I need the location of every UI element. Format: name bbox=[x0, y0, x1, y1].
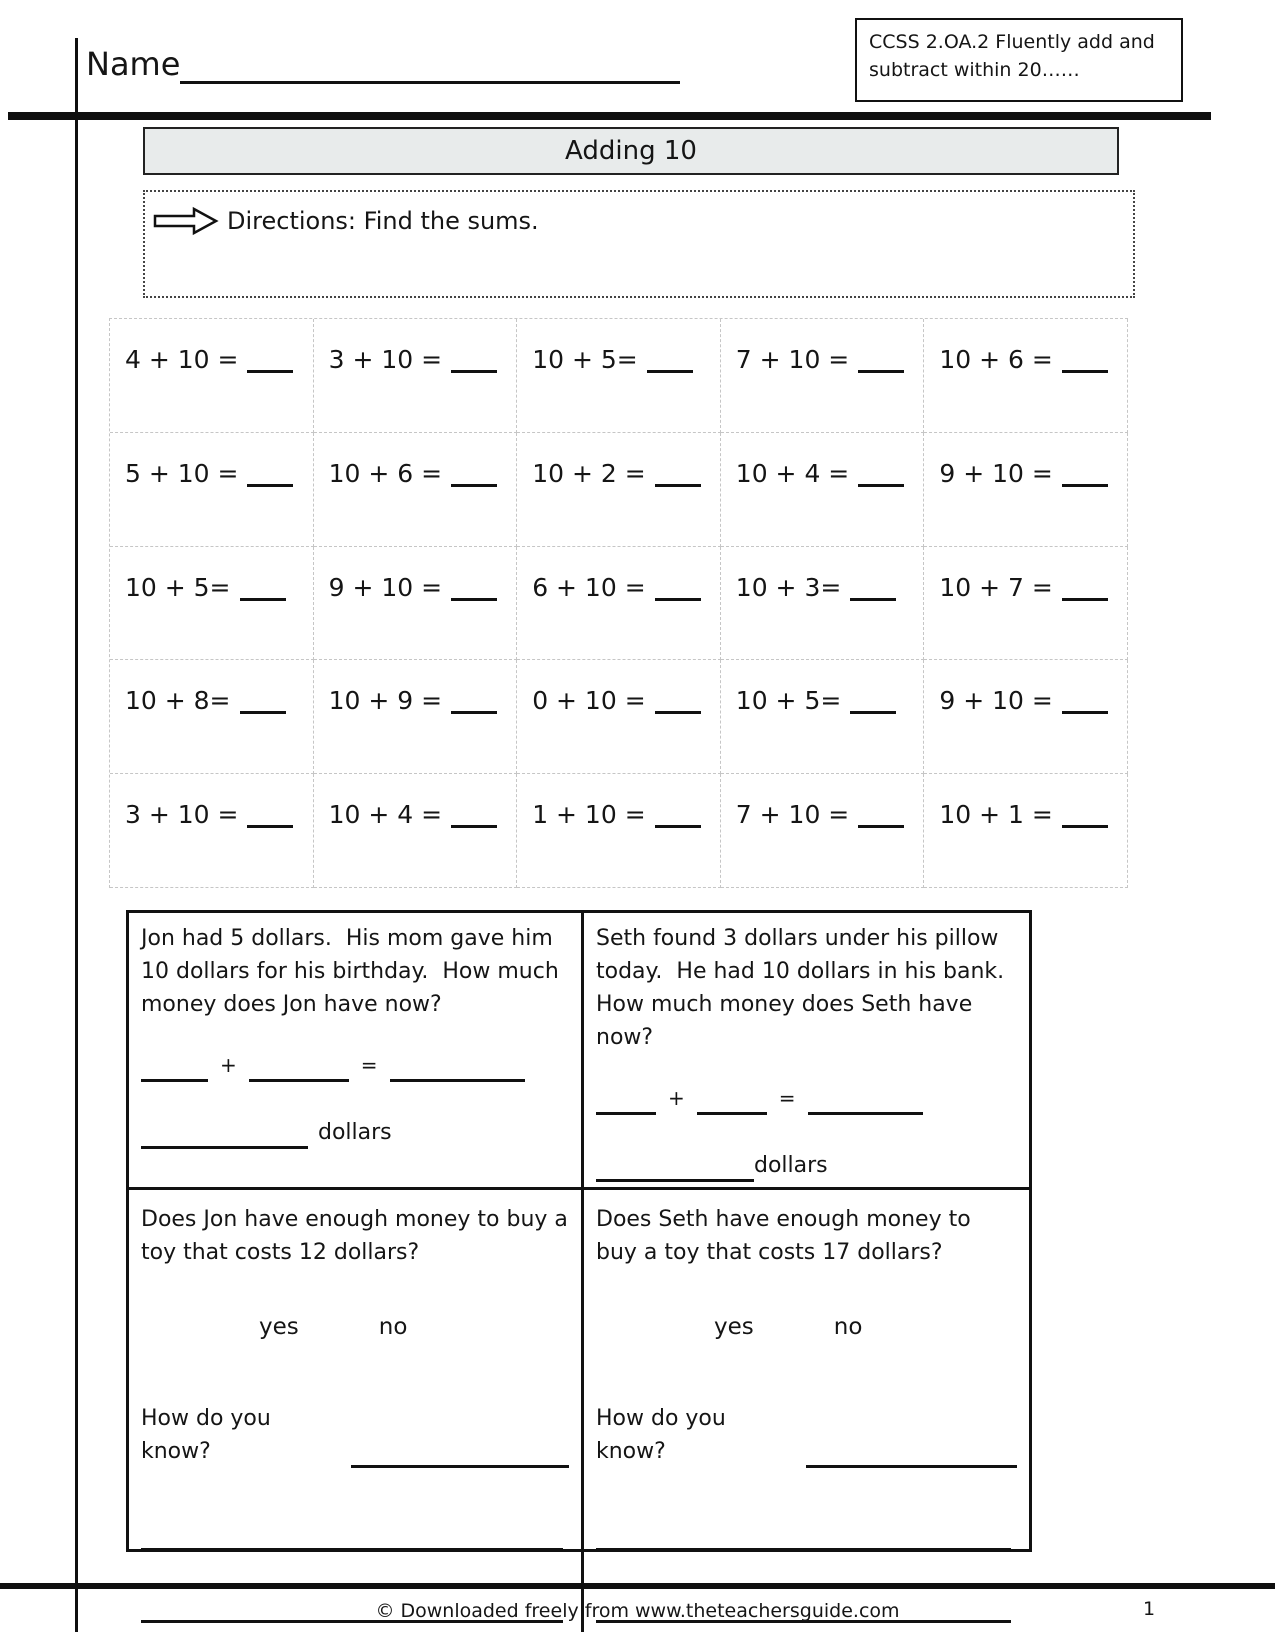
addend-blank[interactable] bbox=[141, 1060, 208, 1082]
name-label: Name bbox=[86, 45, 181, 83]
problem-expression: 10 + 5= bbox=[532, 345, 638, 374]
answer-blank[interactable] bbox=[858, 803, 904, 828]
answer-blank[interactable] bbox=[858, 348, 904, 373]
problem-cell bbox=[924, 433, 1128, 547]
problem-expression: 3 + 10 = bbox=[125, 800, 239, 830]
problem-expression: 3 + 10 = bbox=[328, 345, 443, 374]
problem-cell bbox=[924, 547, 1128, 661]
sum-blank[interactable] bbox=[808, 1093, 923, 1115]
problem-expression: 7 + 10 = bbox=[735, 800, 850, 830]
problem-cell bbox=[924, 319, 1128, 433]
answer-blank[interactable] bbox=[655, 689, 701, 714]
answer-blank[interactable] bbox=[655, 803, 701, 828]
problem-expression: 10 + 1 = bbox=[939, 800, 1053, 830]
left-margin-rule bbox=[75, 38, 78, 1632]
header-divider-rule bbox=[8, 112, 1211, 120]
answer-blank[interactable] bbox=[247, 348, 293, 373]
problem-cell bbox=[314, 547, 518, 661]
yes-option[interactable]: yes bbox=[259, 1314, 299, 1340]
answer-blank[interactable] bbox=[451, 689, 497, 714]
equals-sign: = bbox=[360, 1053, 378, 1077]
problem-expression: 10 + 9 = bbox=[328, 686, 443, 716]
answer-blank[interactable] bbox=[1062, 462, 1108, 487]
problem-expression: 10 + 4 = bbox=[328, 800, 443, 830]
answer-blank[interactable] bbox=[247, 803, 293, 828]
ccss-line2: subtract within 20…… bbox=[869, 59, 1080, 81]
answer-blank[interactable] bbox=[655, 462, 701, 487]
how-label: How do you know? bbox=[596, 1406, 726, 1464]
dollars-label: dollars bbox=[318, 1120, 392, 1145]
equation-row bbox=[596, 1082, 1017, 1115]
answer-blank[interactable] bbox=[850, 576, 896, 601]
answer-blank[interactable] bbox=[655, 576, 701, 601]
problem-expression: 10 + 3= bbox=[735, 572, 842, 602]
yes-no-row bbox=[596, 1311, 1017, 1344]
problem-expression: 10 + 5= bbox=[125, 572, 231, 602]
ccss-line1: CCSS 2.OA.2 Fluently add and bbox=[869, 31, 1155, 53]
directions-box bbox=[143, 190, 1135, 298]
problem-cell bbox=[924, 774, 1128, 888]
explanation-blank[interactable] bbox=[806, 1446, 1017, 1468]
yes-option[interactable]: yes bbox=[714, 1314, 754, 1340]
how-do-you-know-row bbox=[596, 1402, 1017, 1468]
answer-line[interactable] bbox=[141, 1548, 563, 1551]
footer-divider-rule bbox=[0, 1583, 1275, 1589]
dollars-amount-blank[interactable] bbox=[141, 1127, 308, 1149]
problem-expression: 6 + 10 = bbox=[532, 572, 646, 602]
problem-expression: 10 + 6 = bbox=[939, 345, 1053, 374]
problems-grid bbox=[109, 318, 1128, 888]
dollars-row bbox=[596, 1149, 1017, 1182]
problem-cell bbox=[721, 774, 925, 888]
answer-blank[interactable] bbox=[1062, 803, 1108, 828]
word-problem-text: Seth found 3 dollars under his pillow today. He had 10 dollars in his bank. How much money does Seth have now? bbox=[596, 926, 1019, 1050]
equation-row bbox=[141, 1049, 569, 1082]
problem-cell bbox=[110, 433, 314, 547]
problem-cell bbox=[517, 433, 721, 547]
addend-blank[interactable] bbox=[249, 1060, 349, 1082]
problem-cell bbox=[517, 774, 721, 888]
plus-sign: + bbox=[220, 1053, 237, 1077]
name-input-line[interactable] bbox=[180, 48, 680, 84]
answer-blank[interactable] bbox=[1062, 348, 1108, 373]
answer-blank[interactable] bbox=[451, 576, 497, 601]
answer-blank[interactable] bbox=[858, 462, 904, 487]
problem-cell bbox=[110, 319, 314, 433]
problem-cell bbox=[721, 547, 925, 661]
problem-expression: 0 + 10 = bbox=[532, 686, 646, 716]
addend-blank[interactable] bbox=[596, 1093, 656, 1115]
problem-cell bbox=[924, 660, 1128, 774]
problem-cell bbox=[721, 319, 925, 433]
how-label: How do you know? bbox=[141, 1406, 271, 1464]
page-title: Adding 10 bbox=[143, 127, 1119, 175]
problem-expression: 9 + 10 = bbox=[939, 686, 1053, 716]
problem-cell bbox=[314, 660, 518, 774]
problem-cell bbox=[517, 660, 721, 774]
word-problem-seth-sum bbox=[581, 913, 1029, 1187]
footer-credit: © Downloaded freely from www.theteachersguide.com bbox=[375, 1600, 900, 1622]
answer-blank[interactable] bbox=[451, 348, 497, 373]
sum-blank[interactable] bbox=[390, 1060, 525, 1082]
addend-blank[interactable] bbox=[697, 1093, 767, 1115]
answer-blank[interactable] bbox=[240, 689, 286, 714]
ccss-standard-box bbox=[855, 18, 1183, 102]
problem-expression: 1 + 10 = bbox=[532, 800, 646, 830]
word-problem-jon-sum bbox=[129, 913, 581, 1187]
word-problem-jon-enough bbox=[129, 1187, 581, 1632]
answer-blank[interactable] bbox=[647, 348, 693, 373]
page-number: 1 bbox=[1143, 1598, 1156, 1620]
word-problems-table bbox=[126, 910, 1032, 1552]
problem-cell bbox=[721, 433, 925, 547]
word-problem-text: Does Jon have enough money to buy a toy that costs 12 dollars? bbox=[141, 1207, 575, 1265]
explanation-blank[interactable] bbox=[351, 1446, 569, 1468]
answer-blank[interactable] bbox=[451, 803, 497, 828]
equals-sign: = bbox=[778, 1086, 796, 1110]
problem-cell bbox=[517, 319, 721, 433]
problem-cell bbox=[314, 774, 518, 888]
no-option[interactable]: no bbox=[833, 1314, 863, 1340]
word-problem-seth-enough bbox=[581, 1187, 1029, 1632]
problem-expression: 10 + 5= bbox=[735, 686, 842, 716]
problem-cell bbox=[517, 547, 721, 661]
problem-expression: 10 + 7 = bbox=[939, 572, 1053, 602]
problem-cell bbox=[314, 319, 518, 433]
problem-expression: 5 + 10 = bbox=[125, 458, 239, 488]
answer-blank[interactable] bbox=[1062, 576, 1108, 601]
arrow-right-icon bbox=[153, 206, 219, 236]
word-problem-text: Jon had 5 dollars. His mom gave him 10 dollars for his birthday. How much money does Jon have now? bbox=[141, 926, 566, 1017]
problem-expression: 10 + 4 = bbox=[735, 458, 850, 488]
word-problem-text: Does Seth have enough money to buy a toy that costs 17 dollars? bbox=[596, 1207, 978, 1265]
problem-cell bbox=[110, 660, 314, 774]
problem-cell bbox=[314, 433, 518, 547]
problem-cell bbox=[721, 660, 925, 774]
problem-expression: 9 + 10 = bbox=[939, 458, 1053, 488]
problem-expression: 7 + 10 = bbox=[735, 345, 850, 374]
yes-no-row bbox=[141, 1311, 569, 1344]
dollars-row bbox=[141, 1116, 569, 1149]
answer-blank[interactable] bbox=[247, 462, 293, 487]
answer-blank[interactable] bbox=[1062, 689, 1108, 714]
no-option[interactable]: no bbox=[378, 1314, 408, 1340]
problem-expression: 9 + 10 = bbox=[328, 572, 443, 602]
directions-text: Directions: Find the sums. bbox=[227, 207, 539, 235]
answer-line[interactable] bbox=[596, 1548, 1011, 1551]
problem-cell bbox=[110, 547, 314, 661]
dollars-amount-blank[interactable] bbox=[596, 1160, 754, 1182]
problem-cell bbox=[110, 774, 314, 888]
answer-blank[interactable] bbox=[850, 689, 896, 714]
dollars-label: dollars bbox=[754, 1153, 828, 1178]
answer-blank[interactable] bbox=[451, 462, 497, 487]
problem-expression: 10 + 6 = bbox=[328, 458, 443, 488]
name-row bbox=[86, 44, 680, 84]
problem-expression: 10 + 2 = bbox=[532, 458, 646, 488]
problem-expression: 10 + 8= bbox=[125, 686, 231, 716]
answer-blank[interactable] bbox=[240, 576, 286, 601]
how-do-you-know-row bbox=[141, 1402, 569, 1468]
problem-expression: 4 + 10 = bbox=[125, 345, 239, 374]
plus-sign: + bbox=[668, 1086, 685, 1110]
